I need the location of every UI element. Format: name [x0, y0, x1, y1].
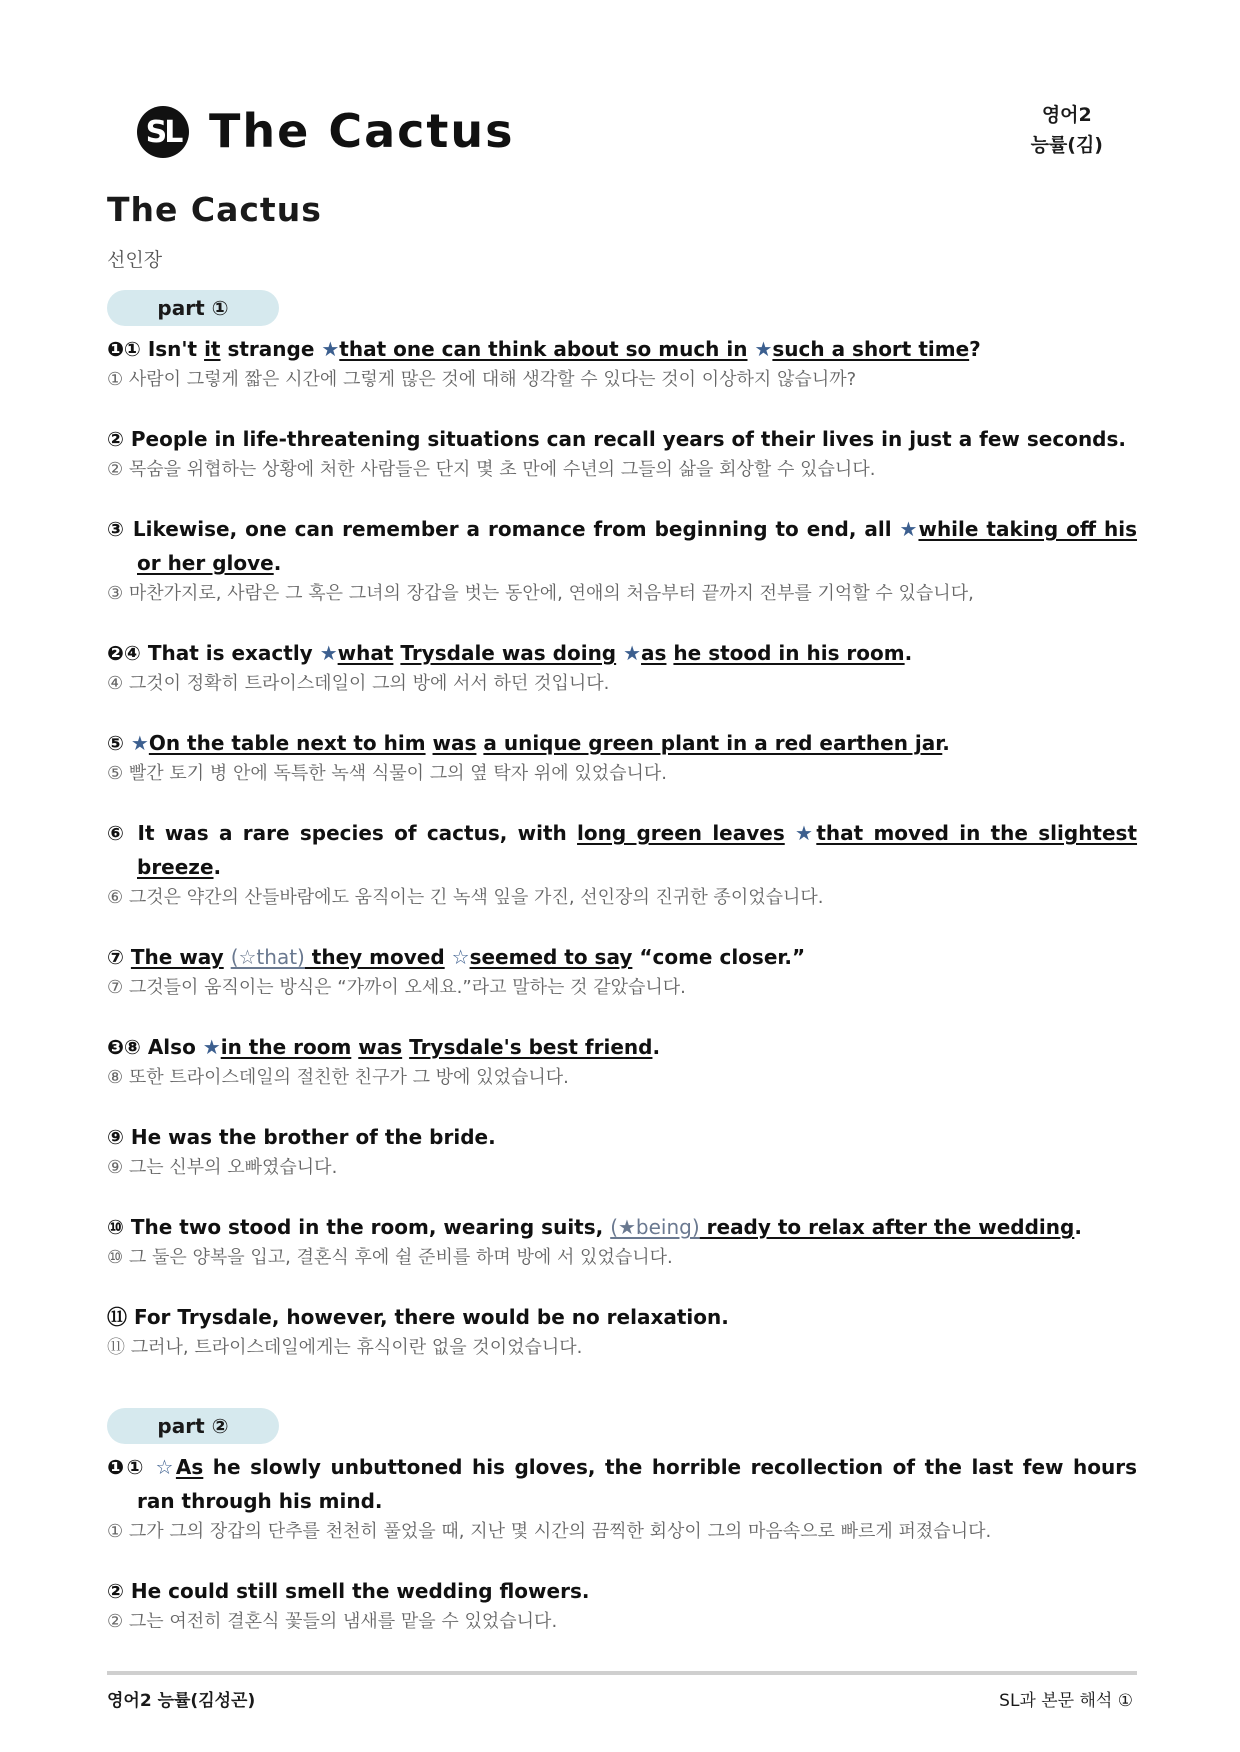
korean-translation: ⑩ 그 둘은 양복을 입고, 결혼식 후에 쉴 준비를 하며 방에 서 있었습니다. — [107, 1247, 673, 1268]
sentence-block — [107, 636, 1137, 698]
korean-translation: ⑨ 그는 신부의 오빠였습니다. — [107, 1157, 338, 1178]
sentence-block — [107, 816, 1137, 912]
korean-translation: ① 사람이 그렇게 짧은 시간에 그렇게 많은 것에 대해 생각할 수 있다는 것이 이상하지 않습니까? — [107, 369, 857, 390]
star-icon: ★ — [321, 337, 340, 361]
korean-translation: ④ 그것이 정확히 트라이스데일이 그의 방에 서서 하던 것입니다. — [107, 673, 610, 694]
star-icon: ★ — [899, 517, 919, 541]
sentence-block — [107, 1574, 1137, 1636]
hollow-star-icon: ☆ — [155, 1455, 176, 1479]
sentence-block — [107, 422, 1137, 484]
underlined-phrase: ready to relax after the wedding — [699, 1215, 1075, 1239]
underlined-phrase: a unique green plant in a red earthen jar — [483, 731, 943, 755]
english-sentence: ⑥ It was a rare species of cactus, with long green leaves ★that moved in the slightest breeze. — [107, 821, 1138, 879]
course-line-1: 영어2 — [1041, 104, 1092, 126]
english-sentence: ⑦ The way (☆that) they moved ☆seemed to say “come closer.” — [107, 945, 806, 969]
footer-left: 영어2 능률(김성곤) — [107, 1691, 256, 1711]
english-sentence: ⑤ ★On the table next to him was a unique green plant in a red earthen jar. — [107, 731, 950, 755]
star-icon: ★ — [202, 1035, 221, 1059]
sentence-block — [107, 726, 1137, 788]
star-icon: ★ — [754, 337, 773, 361]
underlined-phrase: that one can think about so much in — [339, 337, 748, 361]
sentence-block — [107, 1450, 1137, 1546]
english-sentence: ② He could still smell the wedding flowers. — [107, 1579, 590, 1603]
course-line-2: 능률(김) — [1030, 134, 1103, 156]
english-sentence: ❶① Isn't it strange ★that one can think about so much in ★such a short time? — [107, 337, 981, 361]
underlined-phrase: while taking off his or her glove — [137, 517, 1138, 575]
part-label: part ① — [107, 290, 279, 326]
english-sentence: ❸⑧ Also ★in the room was Trysdale's best friend. — [107, 1035, 661, 1059]
underlined-phrase: that moved in the slightest breeze — [137, 821, 1138, 879]
korean-translation: ⑧ 또한 트라이스데일의 절친한 친구가 그 방에 있었습니다. — [107, 1067, 569, 1088]
footer-divider — [107, 1671, 1137, 1675]
sentence-block — [107, 1030, 1137, 1092]
korean-translation: ② 그는 여전히 결혼식 꽃들의 냄새를 맡을 수 있었습니다. — [107, 1611, 558, 1632]
korean-translation: ① 그가 그의 장갑의 단추를 천천히 풀었을 때, 지난 몇 시간의 끔찍한 회상이 그의 마음속으로 빠르게 퍼졌습니다. — [107, 1521, 992, 1542]
course-label — [1031, 100, 1103, 160]
underlined-phrase: as — [641, 641, 667, 665]
english-sentence: ❷④ That is exactly ★what Trysdale was doing ★as he stood in his room. — [107, 641, 913, 665]
star-icon: ★ — [795, 821, 817, 845]
korean-translation: ③ 마찬가지로, 사람은 그 혹은 그녀의 장갑을 벗는 동안에, 연애의 처음부터 끝까지 전부를 기억할 수 있습니다, — [107, 583, 974, 604]
korean-translation: ⑪ 그러나, 트라이스데일에게는 휴식이란 없을 것이었습니다. — [107, 1337, 583, 1358]
underlined-phrase: such a short time — [772, 337, 970, 361]
part-label: part ② — [107, 1408, 279, 1444]
korean-translation: ⑦ 그것들이 움직이는 방식은 “가까이 오세요.”라고 말하는 것 같았습니다. — [107, 977, 686, 998]
underlined-phrase: they moved — [304, 945, 445, 969]
hollow-star-icon: ☆ — [451, 945, 470, 969]
star-icon: ★ — [319, 641, 338, 665]
underlined-phrase: what — [337, 641, 394, 665]
sentence-block — [107, 1300, 1137, 1362]
omitted-phrase: (☆that) — [230, 945, 305, 969]
header-title: The Cactus — [209, 104, 515, 158]
star-icon: ★ — [130, 731, 149, 755]
korean-translation: ⑤ 빨간 토기 병 안에 독특한 녹색 식물이 그의 옆 탁자 위에 있었습니다. — [107, 763, 667, 784]
underlined-phrase: Trysdale was doing — [400, 641, 617, 665]
underlined-phrase: Trysdale's best friend — [409, 1035, 653, 1059]
korean-translation: ⑥ 그것은 약간의 산들바람에도 움직이는 긴 녹색 잎을 가진, 선인장의 진귀한 종이었습니다. — [107, 887, 824, 908]
sentence-block — [107, 1210, 1137, 1272]
sentence-block — [107, 332, 1137, 394]
page-title: The Cactus — [107, 190, 322, 229]
english-sentence: ② People in life-threatening situations can recall years of their lives in just a few seconds. — [107, 427, 1126, 451]
english-sentence: ⑩ The two stood in the room, wearing suits, (★being) ready to relax after the wedding. — [107, 1215, 1082, 1239]
underlined-phrase: was — [432, 731, 477, 755]
page-subtitle: 선인장 — [107, 249, 163, 271]
english-sentence: ③ Likewise, one can remember a romance from beginning to end, all ★while taking off his or her glove. — [107, 517, 1138, 575]
omitted-phrase: (★being) — [610, 1215, 700, 1239]
english-sentence: ⑨ He was the brother of the bride. — [107, 1125, 496, 1149]
underlined-phrase: was — [358, 1035, 403, 1059]
korean-translation: ② 목숨을 위협하는 상황에 처한 사람들은 단지 몇 초 만에 수년의 그들의 삶을 회상할 수 있습니다. — [107, 459, 876, 480]
sl-logo-icon: SL — [137, 106, 189, 158]
sentence-block — [107, 1120, 1137, 1182]
underlined-phrase: seemed to say — [469, 945, 633, 969]
english-sentence: ⑪ For Trysdale, however, there would be no relaxation. — [107, 1305, 729, 1329]
underlined-phrase: As — [175, 1455, 204, 1479]
parts-container — [107, 272, 1137, 1636]
underlined-phrase: it — [204, 337, 221, 361]
underlined-phrase: in the room — [220, 1035, 352, 1059]
underlined-phrase: On the table next to him — [148, 731, 426, 755]
sentence-block — [107, 512, 1137, 608]
sentence-block — [107, 940, 1137, 1002]
english-sentence: ❶① ☆As he slowly unbuttoned his gloves, the horrible recollection of the last few hours ran through his mind. — [107, 1455, 1137, 1513]
page-header — [137, 100, 1097, 164]
star-icon: ★ — [623, 641, 642, 665]
underlined-phrase: The way — [130, 945, 224, 969]
underlined-phrase: long green leaves — [577, 821, 785, 845]
underlined-phrase: he stood in his room — [673, 641, 905, 665]
main-content — [107, 190, 1137, 1636]
footer-right: SL과 본문 해석 ① — [999, 1691, 1133, 1711]
